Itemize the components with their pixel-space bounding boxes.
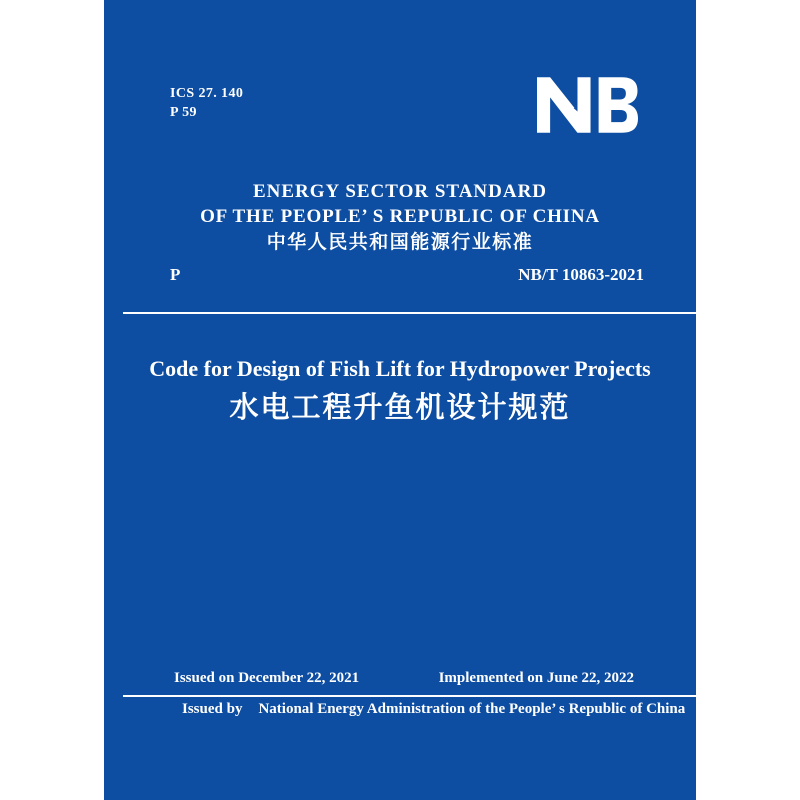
category-code: P <box>170 265 181 284</box>
implemented-date: Implemented on June 22, 2022 <box>438 670 634 686</box>
classification-codes <box>170 84 243 122</box>
nb-logo-icon <box>537 77 638 133</box>
standard-header-zh: 中华人民共和国能源行业标准 <box>266 232 534 253</box>
title-block <box>104 355 696 427</box>
standard-header <box>104 180 696 257</box>
doc-class-code: P 59 <box>170 105 197 120</box>
standard-cover <box>104 0 696 800</box>
standard-number: NB/T 10863-2021 <box>518 265 644 284</box>
standard-header-en-line2: OF THE PEOPLE’ S REPUBLIC OF CHINA <box>200 206 600 227</box>
issuing-authority: National Energy Administration of the People’ s Republic of China <box>258 701 686 717</box>
divider-line-top <box>123 312 696 314</box>
issued-by-label: Issued by <box>182 701 243 717</box>
ics-code: ICS 27. 140 <box>170 86 244 101</box>
divider-line-bottom <box>123 695 696 697</box>
title-en: Code for Design of Fish Lift for Hydropower Projects <box>149 356 651 381</box>
issued-by-row <box>182 701 686 718</box>
doc-number-row <box>170 265 644 285</box>
dates-row <box>174 670 634 687</box>
title-zh: 水电工程升鱼机设计规范 <box>229 392 571 424</box>
standard-header-en-line1: ENERGY SECTOR STANDARD <box>252 181 548 202</box>
issued-date: Issued on December 22, 2021 <box>174 670 360 686</box>
